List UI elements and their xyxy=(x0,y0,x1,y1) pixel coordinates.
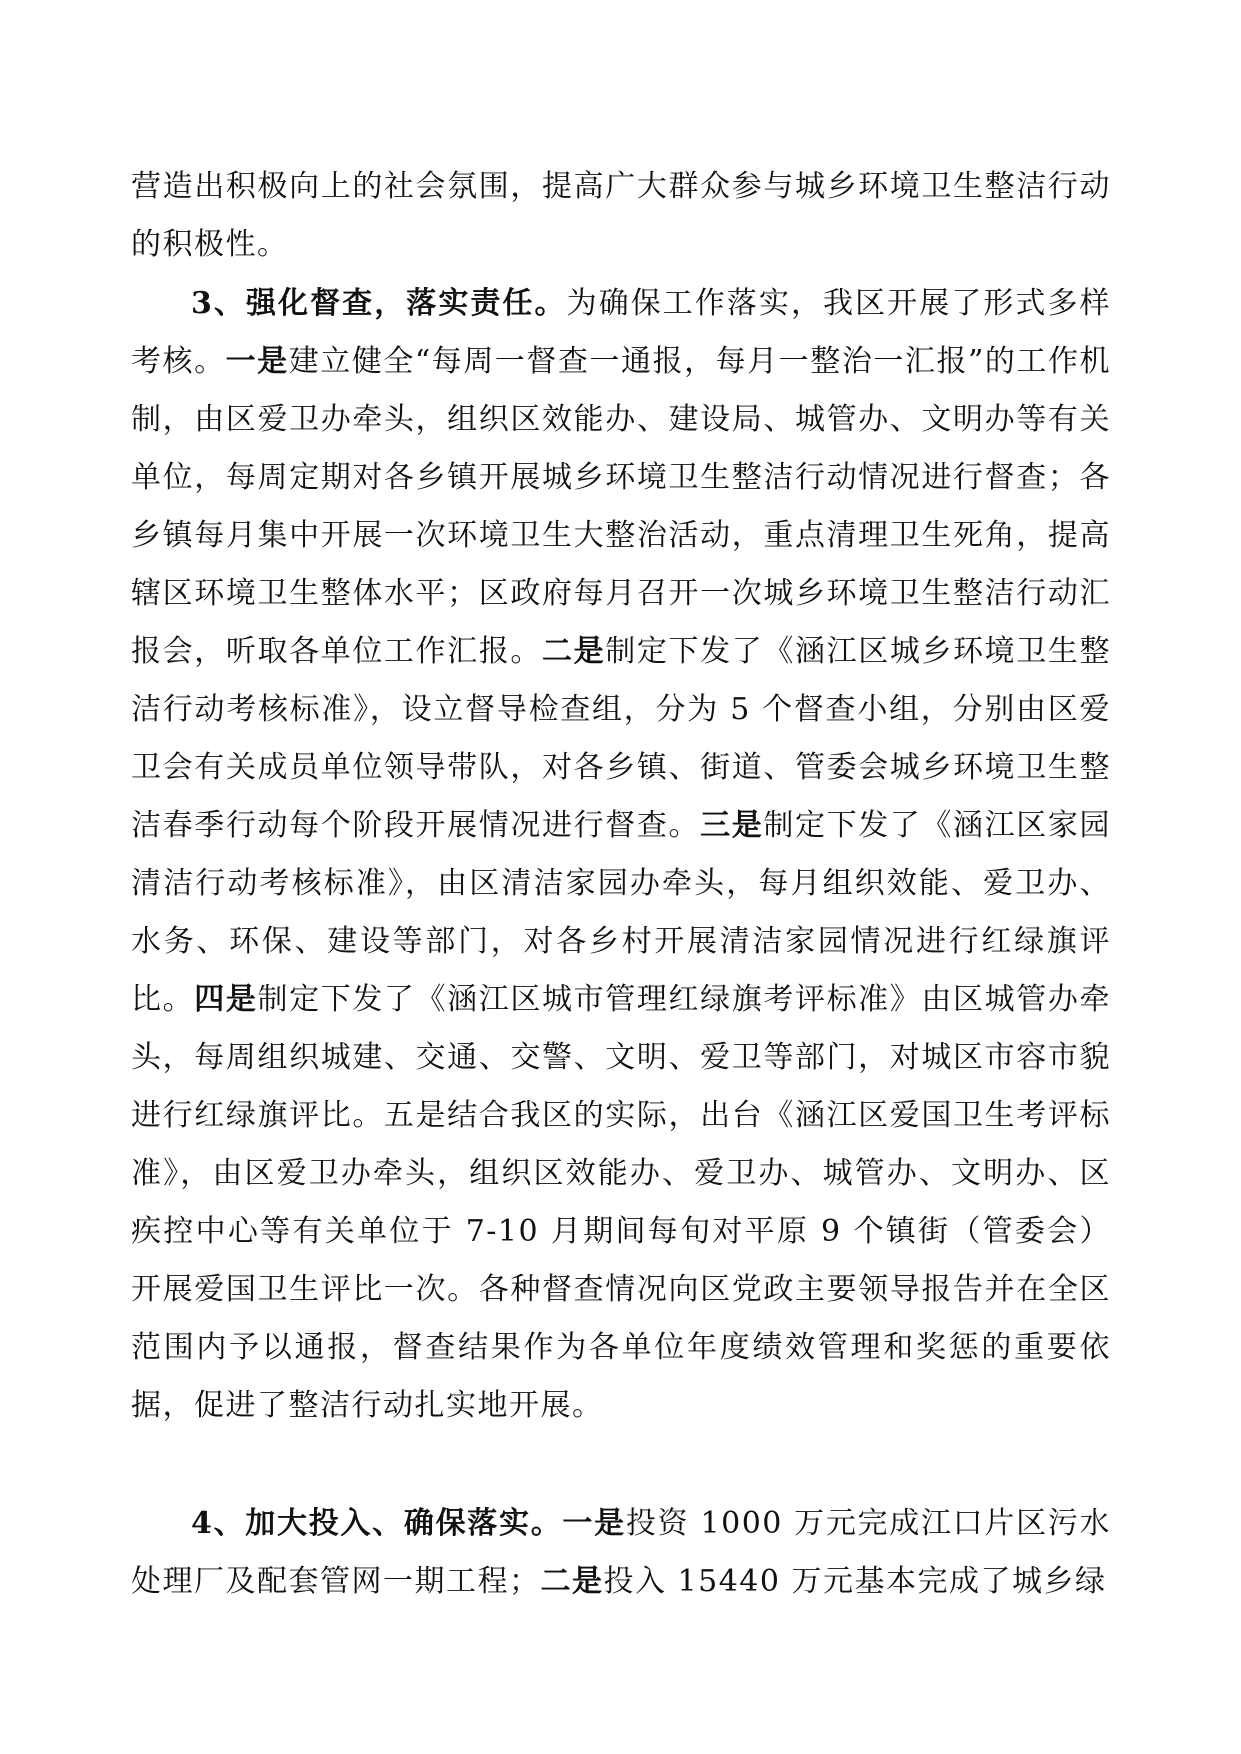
section-heading-4: 4、加大投入、确保落实。 xyxy=(191,1506,563,1541)
paragraph-1-text: 营造出积极向上的社会氛围，提高广大群众参与城乡环境卫生整洁行动的积极性。 xyxy=(131,169,1111,262)
investment-item-text-2: 投入 15440 万元基本完成了城乡绿 xyxy=(603,1564,1107,1599)
investment-item-label-2: 二是 xyxy=(540,1564,604,1599)
item-label-1: 一是 xyxy=(225,344,289,379)
item-text-3: 制定下发了《涵江区家园清洁行动考核标准》，由区清洁家园办牵头，每月组织效能、爱卫办、水务、环保、建设等部门，对各乡村开展清洁家园情况进行红绿旗评比。 xyxy=(131,808,1112,1017)
investment-item-label-1: 一是 xyxy=(562,1506,626,1541)
paragraph-supervision xyxy=(131,275,1111,1435)
item-label-2: 二是 xyxy=(542,634,606,669)
section-heading-3: 3、强化督查，落实责任。 xyxy=(191,286,567,321)
item-text-4: 制定下发了《涵江区城市管理红绿旗考评标准》由区城管办牵头，每周组织城建、交通、交警、文明、爱卫等部门，对城区市容市貌进行红绿旗评比。五是结合我区的实际，出台《涵江区爱国卫生考评标准》，由区爱卫办牵头，组织区效能办、爱卫办、城管办、文明办、区疾控中心等有关单位于 7-10 月期间每旬对平原 9 个镇街（管委会）开展爱国卫生评比一次。各种督查情况向区党政主要领导报告并在全区范围内予以通报，督查结果作为各单位年度绩效管理和奖惩的重要依据，促进了整洁行动扎实地开展。 xyxy=(131,982,1112,1423)
investment-item-text-1: 投资 1000 万元完成江口片区污水处理厂及配套管网一期工程； xyxy=(131,1506,1112,1599)
item-label-4: 四是 xyxy=(194,982,258,1017)
item-text-2: 制定下发了《涵江区城乡环境卫生整洁行动考核标准》，设立督导检查组，分为 5 个督查小组，分别由区爱卫会有关成员单位领导带队，对各乡镇、街道、管委会城乡环境卫生整洁春季行动每个阶段开展情况进行督查。 xyxy=(131,634,1112,843)
paragraph-investment xyxy=(131,1495,1111,1611)
item-text-1: 建立健全“每周一督查一通报，每月一整治一汇报”的工作机制，由区爱卫办牵头，组织区效能办、建设局、城管办、文明办等有关单位，每周定期对各乡镇开展城乡环境卫生整洁行动情况进行督查；各乡镇每月集中开展一次环境卫生大整治活动，重点清理卫生死角，提高辖区环境卫生整体水平；区政府每月召开一次城乡环境卫生整洁行动汇报会，听取各单位工作汇报。 xyxy=(131,344,1112,669)
paragraph-continuation xyxy=(131,158,1111,274)
item-label-3: 三是 xyxy=(700,808,764,843)
section-3-intro: 为确保工作落实，我区开展了形式多样考核。 xyxy=(131,286,1112,379)
